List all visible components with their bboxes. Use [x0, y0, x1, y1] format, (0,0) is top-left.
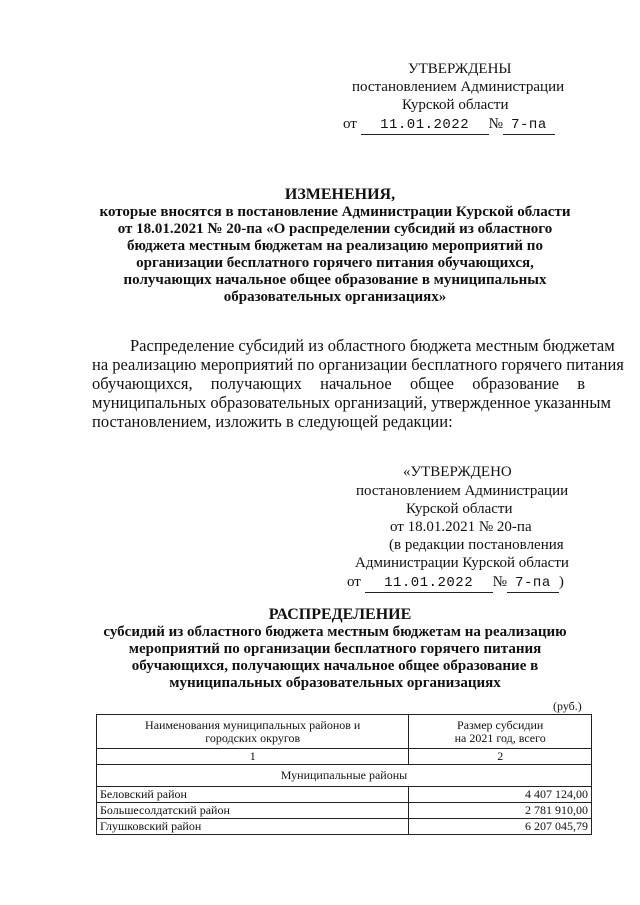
distribution-line: обучающихся, получающих начальное общее образование в [131, 658, 539, 674]
approved2-date: 11.01.2022 [365, 574, 493, 593]
body-text-line: постановлением, изложить в следующей редакции: [92, 412, 453, 431]
approved2-number: 7-па [507, 574, 559, 593]
approved2-number-prefix: № [492, 574, 507, 590]
approval-title: УТВЕРЖДЕНЫ [408, 61, 512, 77]
table-cell-value: 2 781 910,00 [409, 803, 592, 819]
approved2-line-3: от 18.01.2021 № 20-па [390, 519, 532, 535]
approved2-closing: ) [558, 574, 564, 590]
table-colnum-1: 1 [97, 749, 409, 765]
approval-date-line [343, 115, 555, 135]
table-header-name-line-2: городских округов [205, 731, 301, 745]
table-row [97, 819, 592, 835]
table-cell-name: Глушковский район [97, 819, 409, 835]
table-cell-value: 6 207 045,79 [409, 819, 592, 835]
table-cell-name: Большесолдатский район [97, 803, 409, 819]
body-text-line: на реализацию мероприятий по организации бесплатного горячего питания [92, 355, 624, 374]
table-header-row [97, 715, 592, 749]
approval-date: 11.01.2022 [361, 116, 489, 135]
table-section-row [97, 765, 592, 787]
table-header-name [97, 715, 409, 749]
table-header-name-line-1: Наименования муниципальных районов и [145, 718, 361, 732]
distribution-line: субсидий из областного бюджета местным бюджетам на реализацию [103, 624, 567, 640]
distribution-title: РАСПРЕДЕЛЕНИЕ [268, 606, 412, 623]
table-row [97, 787, 592, 803]
approved2-line-5: Администрации Курской области [355, 555, 569, 571]
table-cell-name: Беловский район [97, 787, 409, 803]
approval-number-prefix: № [488, 116, 503, 132]
table-header-value [409, 715, 592, 749]
approval-date-prefix: от [343, 116, 357, 132]
table-section-label: Муниципальные районы [97, 765, 592, 787]
table-header-value-line-1: Размер субсидии [457, 718, 544, 732]
approved2-date-prefix: от [347, 574, 361, 590]
body-text-line: муниципальных образовательных организаций, утвержденное указанным [92, 393, 611, 412]
approved2-date-line [347, 573, 564, 593]
changes-line: организации бесплатного горячего питания обучающихся, [136, 255, 534, 271]
changes-line: образовательных организациях» [223, 289, 447, 305]
changes-line: от 18.01.2021 № 20-па «О распределении субсидий из областного [117, 221, 553, 237]
approved2-line-1: постановлением Администрации [356, 483, 569, 499]
table-colnum-row [97, 749, 592, 765]
body-text-line: обучающихся, получающих начальное общее образование в [92, 374, 585, 393]
table-header-value-line-2: на 2021 год, всего [454, 731, 546, 745]
changes-line: бюджета местным бюджетам на реализацию мероприятий по [127, 238, 543, 254]
approval-line-1: постановлением Администрации [352, 79, 565, 95]
changes-line: которые вносятся в постановление Администрации Курской области [99, 204, 571, 220]
table-row [97, 803, 592, 819]
body-text-line: Распределение субсидий из областного бюджета местным бюджетам [130, 336, 615, 355]
approval-number: 7-па [503, 116, 555, 135]
changes-title: ИЗМЕНЕНИЯ, [284, 186, 396, 203]
table-colnum-2: 2 [409, 749, 592, 765]
distribution-line: мероприятий по организации бесплатного горячего питания [128, 641, 542, 657]
distribution-table [96, 714, 592, 835]
approved2-title: «УТВЕРЖДЕНО [403, 464, 512, 480]
table-cell-value: 4 407 124,00 [409, 787, 592, 803]
distribution-line: муниципальных образовательных организациях [169, 675, 501, 691]
approved2-line-4: (в редакции постановления [389, 537, 564, 553]
table-unit-label: (руб.) [553, 699, 582, 713]
approval-line-2: Курской области [402, 97, 509, 113]
approved2-line-2: Курской области [406, 501, 513, 517]
changes-line: получающих начальное общее образование в муниципальных [123, 272, 547, 288]
